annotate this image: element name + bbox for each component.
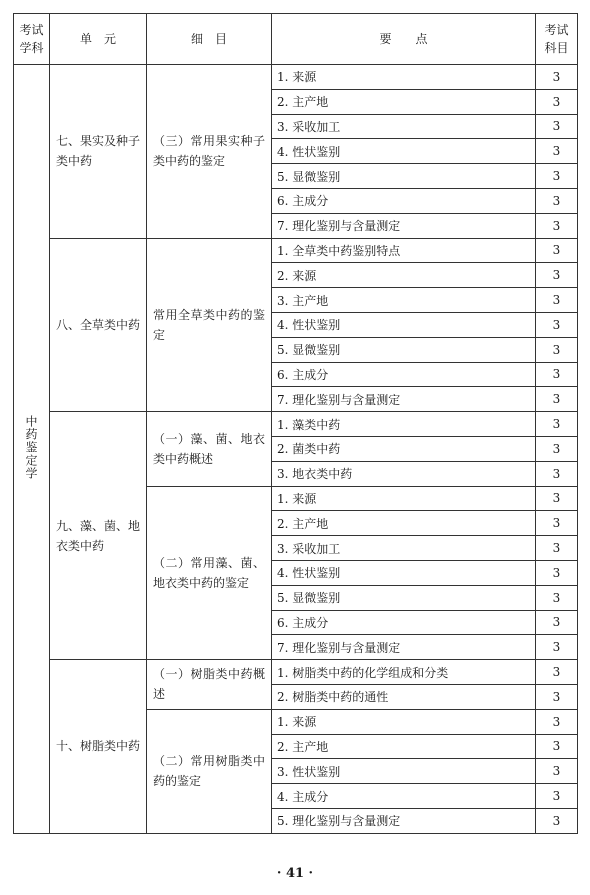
item-cell: 常用全草类中药的鉴定 bbox=[147, 238, 272, 412]
level-cell: 3 bbox=[536, 89, 578, 114]
point-cell: 2. 菌类中药 bbox=[272, 436, 536, 461]
level-cell: 3 bbox=[536, 263, 578, 288]
level-cell: 3 bbox=[536, 759, 578, 784]
level-cell: 3 bbox=[536, 139, 578, 164]
point-cell: 1. 来源 bbox=[272, 65, 536, 90]
level-cell: 3 bbox=[536, 337, 578, 362]
point-cell: 7. 理化鉴别与含量测定 bbox=[272, 387, 536, 412]
point-cell: 2. 主产地 bbox=[272, 89, 536, 114]
point-cell: 3. 采收加工 bbox=[272, 536, 536, 561]
point-cell: 4. 性状鉴别 bbox=[272, 139, 536, 164]
table-row bbox=[14, 238, 578, 263]
page-number: · 41 · bbox=[276, 866, 314, 881]
header-points: 要 点 bbox=[272, 14, 536, 65]
level-cell: 3 bbox=[536, 312, 578, 337]
point-cell: 5. 理化鉴别与含量测定 bbox=[272, 808, 536, 833]
level-cell: 3 bbox=[536, 288, 578, 313]
point-cell: 1. 来源 bbox=[272, 709, 536, 734]
level-cell: 3 bbox=[536, 65, 578, 90]
point-cell: 3. 采收加工 bbox=[272, 114, 536, 139]
header-level: 考试 科目 bbox=[536, 14, 578, 65]
table-row bbox=[14, 65, 578, 90]
point-cell: 6. 主成分 bbox=[272, 188, 536, 213]
point-cell: 6. 主成分 bbox=[272, 610, 536, 635]
header-item: 细 目 bbox=[147, 14, 272, 65]
level-cell: 3 bbox=[536, 387, 578, 412]
subject-label: 中药鉴定学 bbox=[24, 414, 38, 480]
level-cell: 3 bbox=[536, 585, 578, 610]
point-cell: 6. 主成分 bbox=[272, 362, 536, 387]
level-cell: 3 bbox=[536, 461, 578, 486]
table-body bbox=[14, 65, 578, 834]
point-cell: 4. 性状鉴别 bbox=[272, 560, 536, 585]
point-cell: 1. 藻类中药 bbox=[272, 412, 536, 437]
point-cell: 4. 性状鉴别 bbox=[272, 312, 536, 337]
point-cell: 5. 显微鉴别 bbox=[272, 164, 536, 189]
level-cell: 3 bbox=[536, 362, 578, 387]
level-cell: 3 bbox=[536, 536, 578, 561]
point-cell: 5. 显微鉴别 bbox=[272, 585, 536, 610]
point-cell: 2. 主产地 bbox=[272, 734, 536, 759]
level-cell: 3 bbox=[536, 238, 578, 263]
point-cell: 2. 来源 bbox=[272, 263, 536, 288]
level-cell: 3 bbox=[536, 436, 578, 461]
level-cell: 3 bbox=[536, 511, 578, 536]
level-cell: 3 bbox=[536, 560, 578, 585]
level-cell: 3 bbox=[536, 114, 578, 139]
level-cell: 3 bbox=[536, 808, 578, 833]
level-cell: 3 bbox=[536, 412, 578, 437]
unit-cell: 八、全草类中药 bbox=[50, 238, 147, 412]
point-cell: 2. 树脂类中药的通性 bbox=[272, 684, 536, 709]
point-cell: 3. 主产地 bbox=[272, 288, 536, 313]
point-cell: 1. 树脂类中药的化学组成和分类 bbox=[272, 660, 536, 685]
point-cell: 3. 性状鉴别 bbox=[272, 759, 536, 784]
point-cell: 4. 主成分 bbox=[272, 784, 536, 809]
level-cell: 3 bbox=[536, 213, 578, 238]
item-cell: （一）树脂类中药概述 bbox=[147, 660, 272, 710]
syllabus-table bbox=[13, 13, 578, 834]
level-cell: 3 bbox=[536, 784, 578, 809]
table-row bbox=[14, 412, 578, 437]
point-cell: 1. 来源 bbox=[272, 486, 536, 511]
unit-cell: 十、树脂类中药 bbox=[50, 660, 147, 834]
header-unit: 单 元 bbox=[50, 14, 147, 65]
level-cell: 3 bbox=[536, 188, 578, 213]
item-cell: （三）常用果实种子类中药的鉴定 bbox=[147, 65, 272, 239]
table-row bbox=[14, 660, 578, 685]
level-cell: 3 bbox=[536, 635, 578, 660]
subject-cell bbox=[14, 65, 50, 834]
level-cell: 3 bbox=[536, 164, 578, 189]
level-cell: 3 bbox=[536, 684, 578, 709]
point-cell: 7. 理化鉴别与含量测定 bbox=[272, 635, 536, 660]
level-cell: 3 bbox=[536, 486, 578, 511]
header-subject: 考试 学科 bbox=[14, 14, 50, 65]
level-cell: 3 bbox=[536, 660, 578, 685]
point-cell: 1. 全草类中药鉴别特点 bbox=[272, 238, 536, 263]
level-cell: 3 bbox=[536, 610, 578, 635]
unit-cell: 七、果实及种子类中药 bbox=[50, 65, 147, 239]
item-cell: （二）常用藻、菌、地衣类中药的鉴定 bbox=[147, 486, 272, 660]
level-cell: 3 bbox=[536, 734, 578, 759]
item-cell: （二）常用树脂类中药的鉴定 bbox=[147, 709, 272, 833]
point-cell: 2. 主产地 bbox=[272, 511, 536, 536]
point-cell: 7. 理化鉴别与含量测定 bbox=[272, 213, 536, 238]
header-row bbox=[14, 14, 578, 65]
point-cell: 3. 地衣类中药 bbox=[272, 461, 536, 486]
level-cell: 3 bbox=[536, 709, 578, 734]
point-cell: 5. 显微鉴别 bbox=[272, 337, 536, 362]
item-cell: （一）藻、菌、地衣类中药概述 bbox=[147, 412, 272, 486]
unit-cell: 九、藻、菌、地衣类中药 bbox=[50, 412, 147, 660]
